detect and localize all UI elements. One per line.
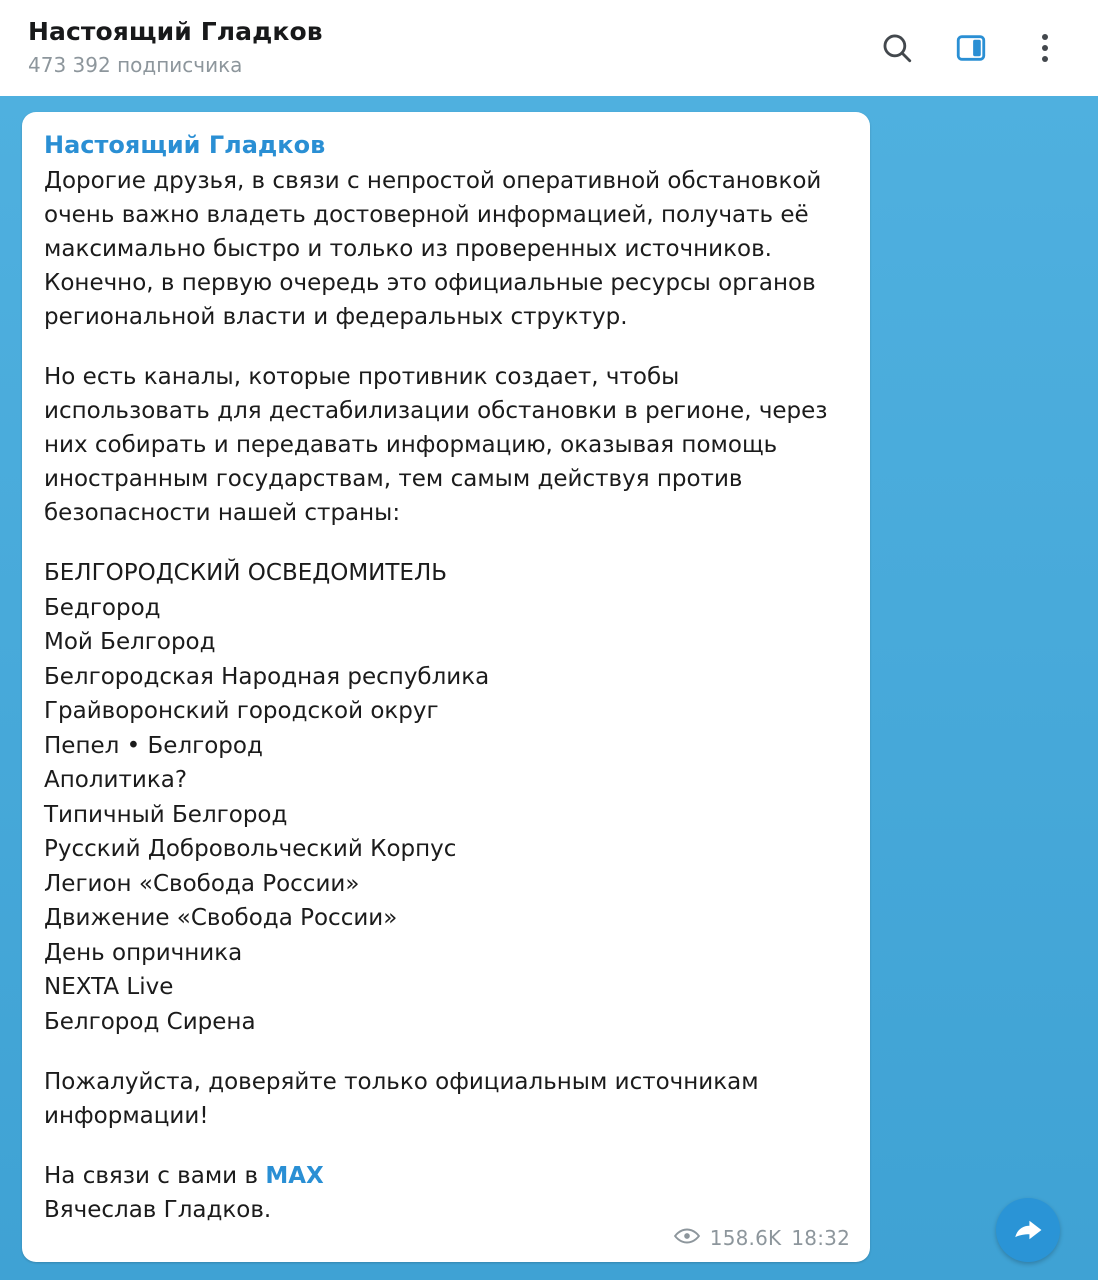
message-meta [674, 1226, 850, 1250]
kebab-menu-icon[interactable] [1024, 27, 1066, 69]
list-item: Легион «Свобода России» [44, 870, 360, 897]
channel-title: Настоящий Гладков [28, 17, 323, 47]
paragraph-spacer [44, 530, 848, 556]
header-actions [876, 27, 1072, 69]
list-item: Бедгород [44, 594, 161, 621]
list-item: Пепел • Белгород [44, 732, 263, 759]
list-item: Грайворонский городской округ [44, 698, 439, 725]
max-link[interactable]: MAX [265, 1163, 324, 1190]
message-time: 18:32 [791, 1226, 850, 1250]
message-author[interactable]: Настоящий Гладков [44, 131, 326, 159]
list-item: Белгородская Народная республика [44, 663, 490, 690]
forward-button[interactable] [996, 1198, 1060, 1262]
list-item: День опричника [44, 939, 243, 966]
list-item: NEXTA Live [44, 974, 174, 1001]
chat-header [0, 0, 1098, 96]
subscriber-count: 473 392 подписчика [28, 52, 243, 77]
paragraph-spacer [44, 1133, 848, 1159]
eye-icon [674, 1226, 700, 1250]
list-item: БЕЛГОРОДСКИЙ ОСВЕДОМИТЕЛЬ [44, 560, 448, 587]
list-item: Русский Добровольческий Корпус [44, 836, 457, 863]
list-item: Типичный Белгород [44, 801, 288, 828]
message-paragraph-3: Пожалуйста, доверяйте только официальным источникам информации! [44, 1069, 766, 1130]
list-item: Аполитика? [44, 767, 188, 794]
message-bubble[interactable] [22, 112, 870, 1262]
paragraph-spacer [44, 334, 848, 360]
message-paragraph-2: Но есть каналы, которые противник создает, чтобы использовать для дестабилизации обстановки в регионе, через них собирать и передавать информацию, оказывая помощь иностранным государствам, тем самым действуя против безопасности нашей страны: [44, 364, 835, 527]
paragraph-spacer [44, 1039, 848, 1065]
channel-list [44, 556, 848, 1039]
sidebar-panel-icon[interactable] [950, 27, 992, 69]
chat-area[interactable] [0, 96, 1098, 1280]
header-titles[interactable] [28, 18, 876, 78]
signature-prefix: На связи с вами в [44, 1163, 266, 1190]
signature-name: Вячеслав Гладков. [44, 1197, 272, 1224]
message-paragraph-1: Дорогие друзья, в связи с непростой оперативной обстановкой очень важно владеть достоверной информацией, получать её максимально быстро и только из проверенных источников. Конечно, в первую очередь это официальные ресурсы органов региональной власти и федеральных структур. [44, 168, 829, 331]
list-item: Движение «Свобода России» [44, 905, 398, 932]
view-count: 158.6K [709, 1226, 782, 1250]
list-item: Мой Белгород [44, 629, 216, 656]
list-item: Белгород Сирена [44, 1008, 256, 1035]
search-icon[interactable] [876, 27, 918, 69]
signature-line [44, 1159, 848, 1193]
